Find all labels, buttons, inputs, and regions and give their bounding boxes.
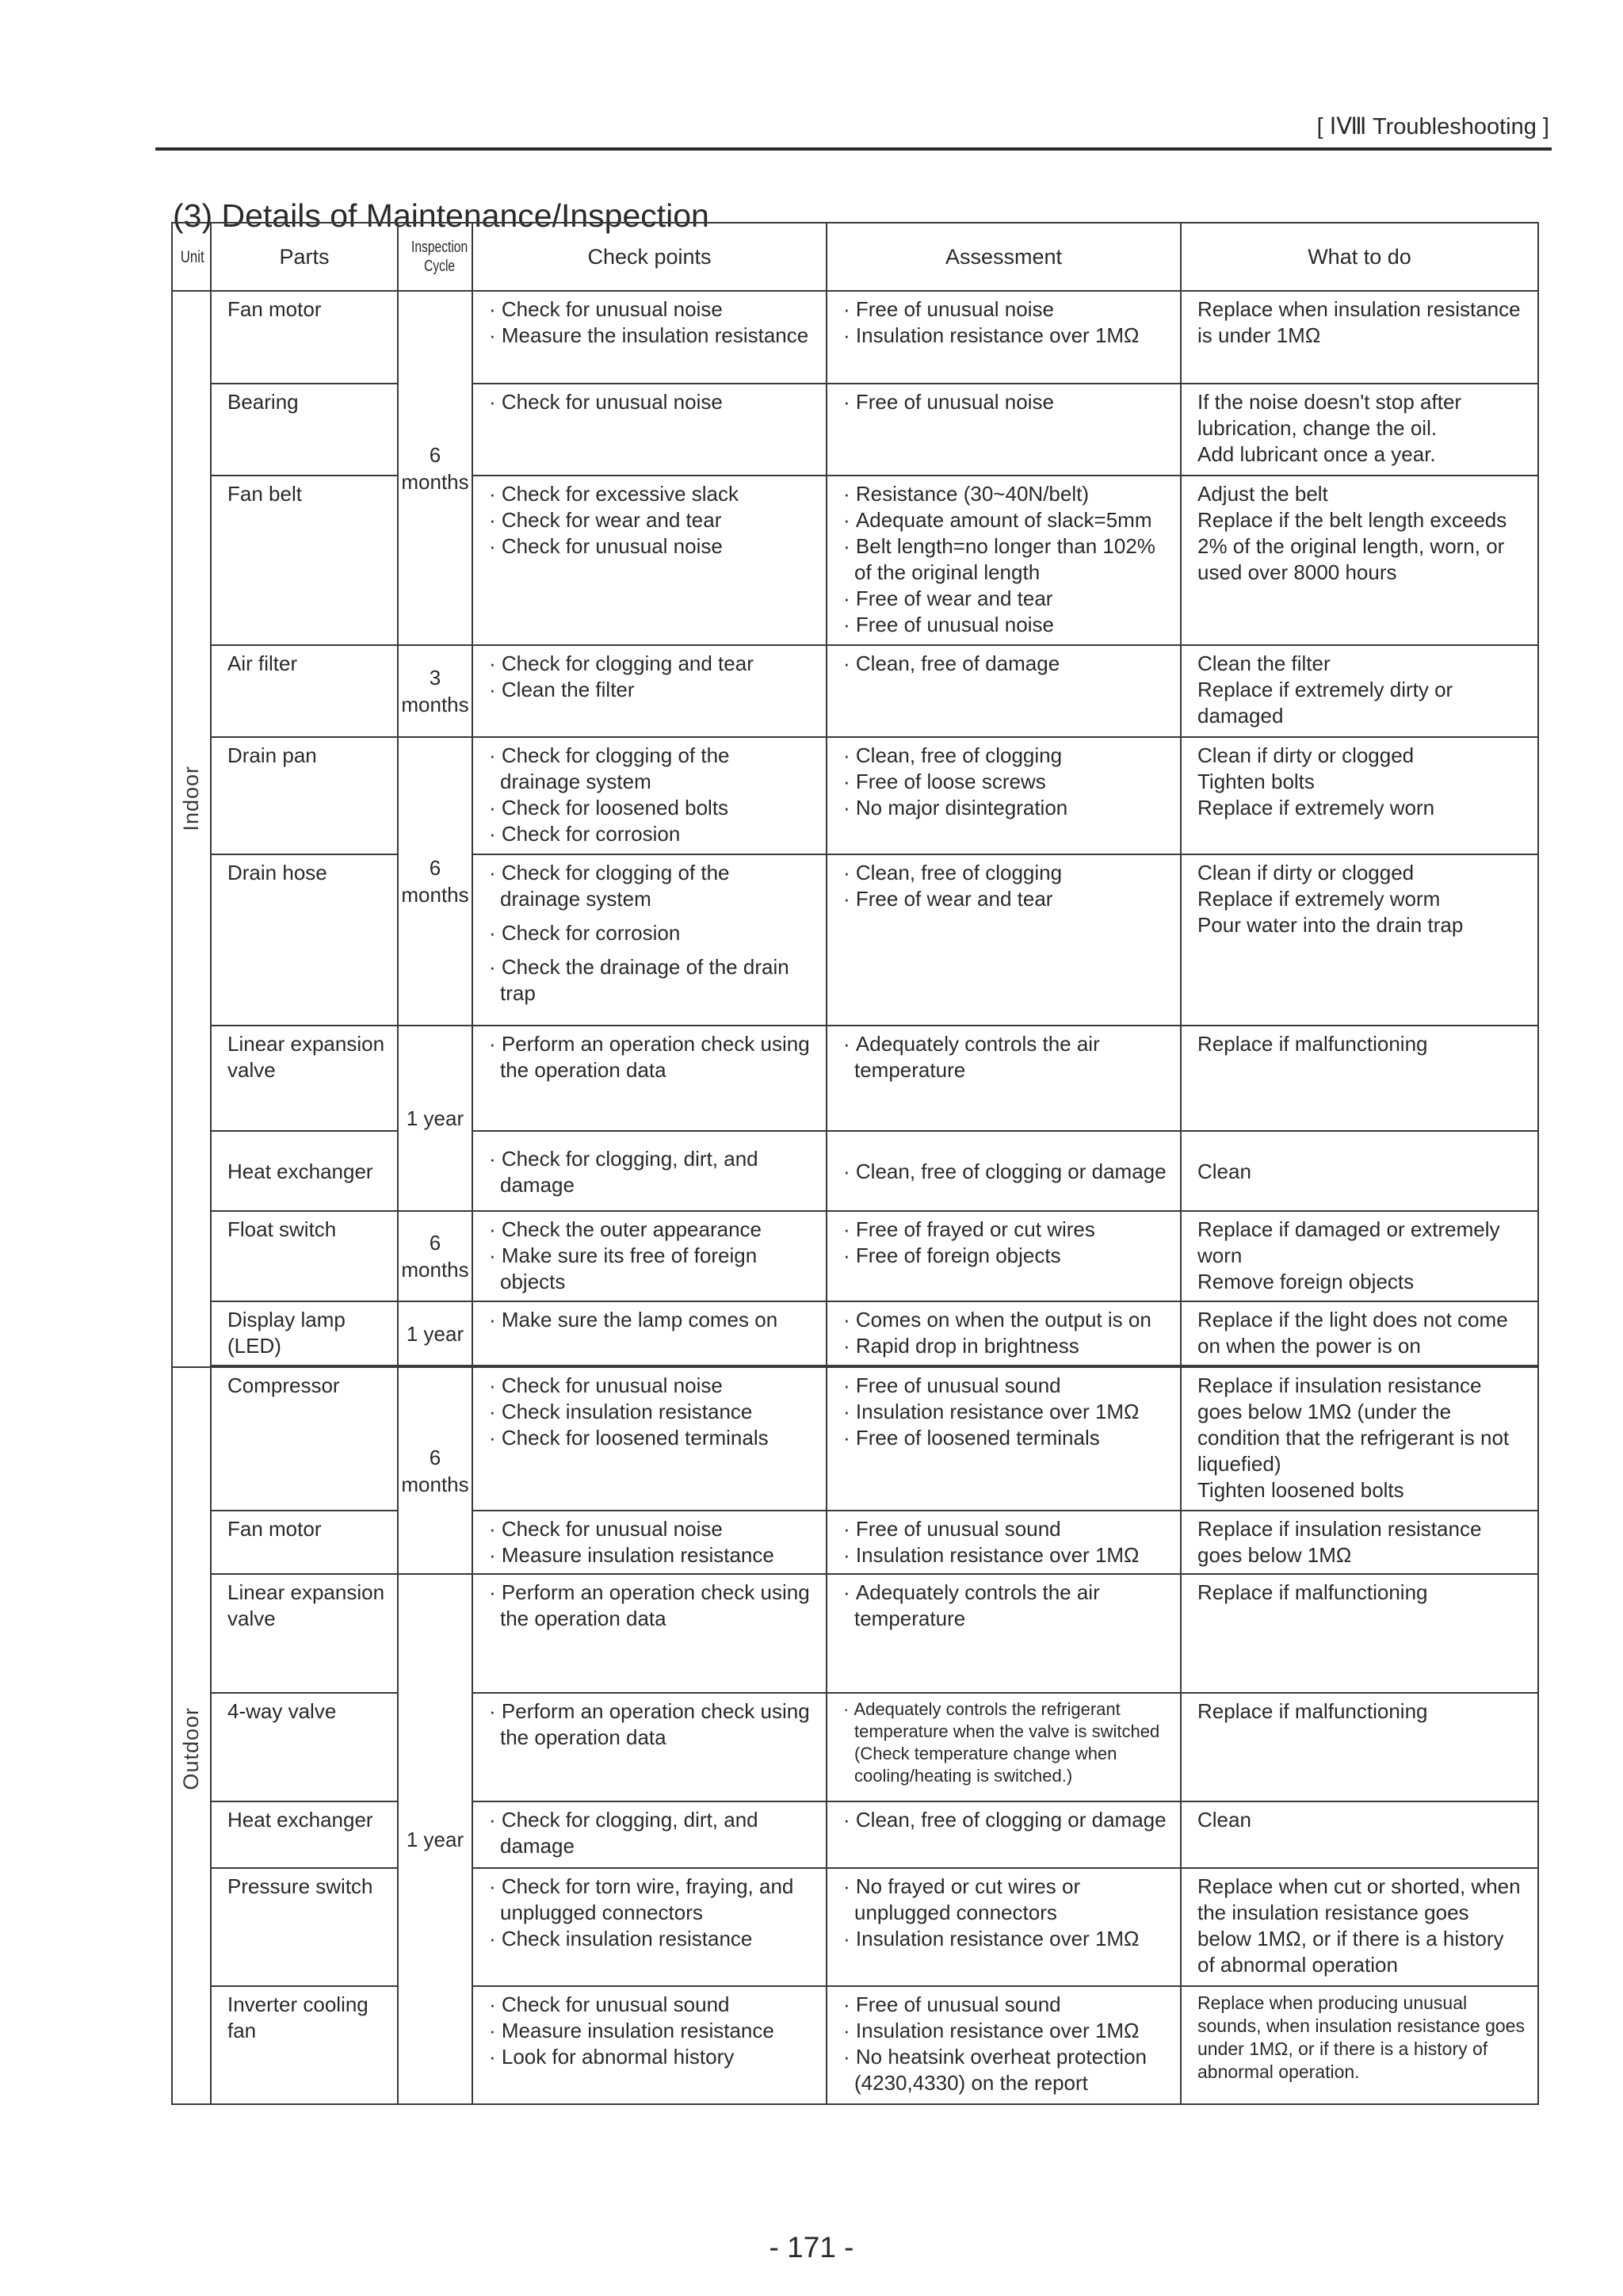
what-to-do: Clean the filter Replace if extremely dirty or damaged: [1181, 645, 1538, 737]
table-row: [172, 1301, 1538, 1366]
inspection-cycle: 6 months: [398, 1367, 472, 1574]
part-name: Linear expansion valve: [211, 1574, 398, 1693]
table-row: [172, 291, 1538, 384]
table-row: [172, 1026, 1538, 1131]
assessment: · Adequately controls the refrigerant temperature when the valve is switched (Check temperature change when cooling/heating is switched.): [827, 1693, 1181, 1801]
check-points: · Check for unusual noise · Measure insulation resistance: [472, 1511, 827, 1574]
table-header-row: [172, 223, 1538, 291]
inspection-cycle: 1 year: [398, 1301, 472, 1366]
check-points: · Make sure the lamp comes on: [472, 1301, 827, 1366]
table-row: [172, 1367, 1538, 1511]
what-to-do: Clean: [1181, 1131, 1538, 1211]
assessment: · Clean, free of clogging · Free of loose screws · No major disintegration: [827, 737, 1181, 854]
what-to-do: Replace when insulation resistance is under 1MΩ: [1181, 291, 1538, 384]
assessment: · Comes on when the output is on · Rapid drop in brightness: [827, 1301, 1181, 1366]
inspection-cycle: 6 months: [398, 1211, 472, 1301]
check-points: · Check for clogging of the drainage system · Check for loosened bolts · Check for corrosion: [472, 737, 827, 854]
what-to-do: Replace if damaged or extremely worn Remove foreign objects: [1181, 1211, 1538, 1301]
part-name: Linear expansion valve: [211, 1026, 398, 1131]
table-row: [172, 1986, 1538, 2104]
part-name: Bearing: [211, 384, 398, 476]
what-to-do: Replace if malfunctioning: [1181, 1693, 1538, 1801]
assessment: · Free of frayed or cut wires · Free of foreign objects: [827, 1211, 1181, 1301]
page-number: - 171 -: [769, 2231, 854, 2264]
inspection-cycle: 6 months: [398, 737, 472, 1026]
header-assessment: Assessment: [827, 223, 1181, 291]
header-rule: [155, 147, 1552, 151]
header-checkpoints: Check points: [472, 223, 827, 291]
part-name: Float switch: [211, 1211, 398, 1301]
table-row: [172, 1693, 1538, 1801]
check-points: · Check for clogging of the drainage system · Check for corrosion · Check the drainage of the drain trap: [472, 854, 827, 1026]
check-points: · Check for unusual noise: [472, 384, 827, 476]
assessment: · Clean, free of damage: [827, 645, 1181, 737]
check-points: · Perform an operation check using the operation data: [472, 1026, 827, 1131]
check-points: · Check for unusual noise · Measure the insulation resistance: [472, 291, 827, 384]
part-name: Inverter cooling fan: [211, 1986, 398, 2104]
table-row: [172, 1511, 1538, 1574]
assessment: · Free of unusual sound · Insulation resistance over 1MΩ · Free of loosened terminals: [827, 1367, 1181, 1511]
table-row: [172, 645, 1538, 737]
table-row: [172, 1801, 1538, 1868]
assessment: · Resistance (30~40N/belt) · Adequate amount of slack=5mm · Belt length=no longer than 102% of the original length · Free of wear and tear · Free of unusual noise: [827, 476, 1181, 645]
section-label: [ ⅠⅧ Troubleshooting ]: [1316, 114, 1549, 139]
header-what-to-do: What to do: [1181, 223, 1538, 291]
check-points: · Check for unusual noise · Check insulation resistance · Check for loosened terminals: [472, 1367, 827, 1511]
assessment: · No frayed or cut wires or unplugged connectors · Insulation resistance over 1MΩ: [827, 1868, 1181, 1986]
unit-label-indoor: Indoor: [179, 766, 203, 831]
part-name: Fan motor: [211, 291, 398, 384]
what-to-do: Replace if insulation resistance goes below 1MΩ (under the condition that the refrigerant is not liquefied) Tighten loosened bolts: [1181, 1367, 1538, 1511]
what-to-do: If the noise doesn't stop after lubrication, change the oil. Add lubricant once a year.: [1181, 384, 1538, 476]
unit-label-outdoor: Outdoor: [179, 1707, 203, 1790]
part-name: Drain hose: [211, 854, 398, 1026]
part-name: Pressure switch: [211, 1868, 398, 1986]
part-name: 4-way valve: [211, 1693, 398, 1801]
what-to-do: Replace when producing unusual sounds, when insulation resistance goes under 1MΩ, or if there is a history of abnormal operation.: [1181, 1986, 1538, 2104]
table-row: [172, 854, 1538, 1026]
check-points: · Perform an operation check using the operation data: [472, 1693, 827, 1801]
check-points: · Check the outer appearance · Make sure its free of foreign objects: [472, 1211, 827, 1301]
what-to-do: Clean: [1181, 1801, 1538, 1868]
what-to-do: Replace if the light does not come on when the power is on: [1181, 1301, 1538, 1366]
header-unit: Unit: [172, 223, 211, 291]
inspection-cycle: 6 months: [398, 291, 472, 645]
assessment: · Adequately controls the air temperature: [827, 1574, 1181, 1693]
inspection-cycle: 1 year: [398, 1026, 472, 1211]
table-row: [172, 737, 1538, 854]
unit-cell-outdoor: [172, 1367, 211, 2104]
unit-cell-indoor: [172, 291, 211, 1367]
page-title: (3) Details of Maintenance/Inspection: [173, 197, 709, 235]
what-to-do: Replace if malfunctioning: [1181, 1026, 1538, 1131]
table-row: [172, 384, 1538, 476]
part-name: Heat exchanger: [211, 1801, 398, 1868]
assessment: · Free of unusual sound · Insulation resistance over 1MΩ · No heatsink overheat protection (4230,4330) on the report: [827, 1986, 1181, 2104]
what-to-do: Replace when cut or shorted, when the insulation resistance goes below 1MΩ, or if there is a history of abnormal operation: [1181, 1868, 1538, 1986]
inspection-cycle: 3 months: [398, 645, 472, 737]
inspection-cycle: 1 year: [398, 1574, 472, 2104]
check-points: · Check for torn wire, fraying, and unplugged connectors · Check insulation resistance: [472, 1868, 827, 1986]
part-name: Air filter: [211, 645, 398, 737]
check-points: · Check for clogging, dirt, and damage: [472, 1131, 827, 1211]
table-row: [172, 476, 1538, 645]
assessment: · Adequately controls the air temperature: [827, 1026, 1181, 1131]
check-points: · Check for unusual sound · Measure insulation resistance · Look for abnormal history: [472, 1986, 827, 2104]
part-name: Heat exchanger: [211, 1131, 398, 1211]
part-name: Drain pan: [211, 737, 398, 854]
what-to-do: Adjust the belt Replace if the belt length exceeds 2% of the original length, worn, or used over 8000 hours: [1181, 476, 1538, 645]
table-row: [172, 1131, 1538, 1211]
what-to-do: Clean if dirty or clogged Replace if extremely worm Pour water into the drain trap: [1181, 854, 1538, 1026]
assessment: · Clean, free of clogging or damage: [827, 1801, 1181, 1868]
assessment: · Clean, free of clogging or damage: [827, 1131, 1181, 1211]
assessment: · Free of unusual noise: [827, 384, 1181, 476]
assessment: · Clean, free of clogging · Free of wear and tear: [827, 854, 1181, 1026]
what-to-do: Replace if malfunctioning: [1181, 1574, 1538, 1693]
check-points: · Check for excessive slack · Check for wear and tear · Check for unusual noise: [472, 476, 827, 645]
header-cycle: Inspection Cycle: [398, 223, 472, 291]
check-points: · Check for clogging and tear · Clean the filter: [472, 645, 827, 737]
assessment: · Free of unusual sound · Insulation resistance over 1MΩ: [827, 1511, 1181, 1574]
what-to-do: Clean if dirty or clogged Tighten bolts Replace if extremely worn: [1181, 737, 1538, 854]
header-parts: Parts: [211, 223, 398, 291]
table-row: [172, 1574, 1538, 1693]
check-points: · Perform an operation check using the operation data: [472, 1574, 827, 1693]
part-name: Fan belt: [211, 476, 398, 645]
what-to-do: Replace if insulation resistance goes below 1MΩ: [1181, 1511, 1538, 1574]
assessment: · Free of unusual noise · Insulation resistance over 1MΩ: [827, 291, 1181, 384]
part-name: Fan motor: [211, 1511, 398, 1574]
table-row: [172, 1211, 1538, 1301]
table-row: [172, 1868, 1538, 1986]
part-name: Compressor: [211, 1367, 398, 1511]
part-name: Display lamp (LED): [211, 1301, 398, 1366]
check-points: · Check for clogging, dirt, and damage: [472, 1801, 827, 1868]
maintenance-table: [171, 222, 1539, 2105]
